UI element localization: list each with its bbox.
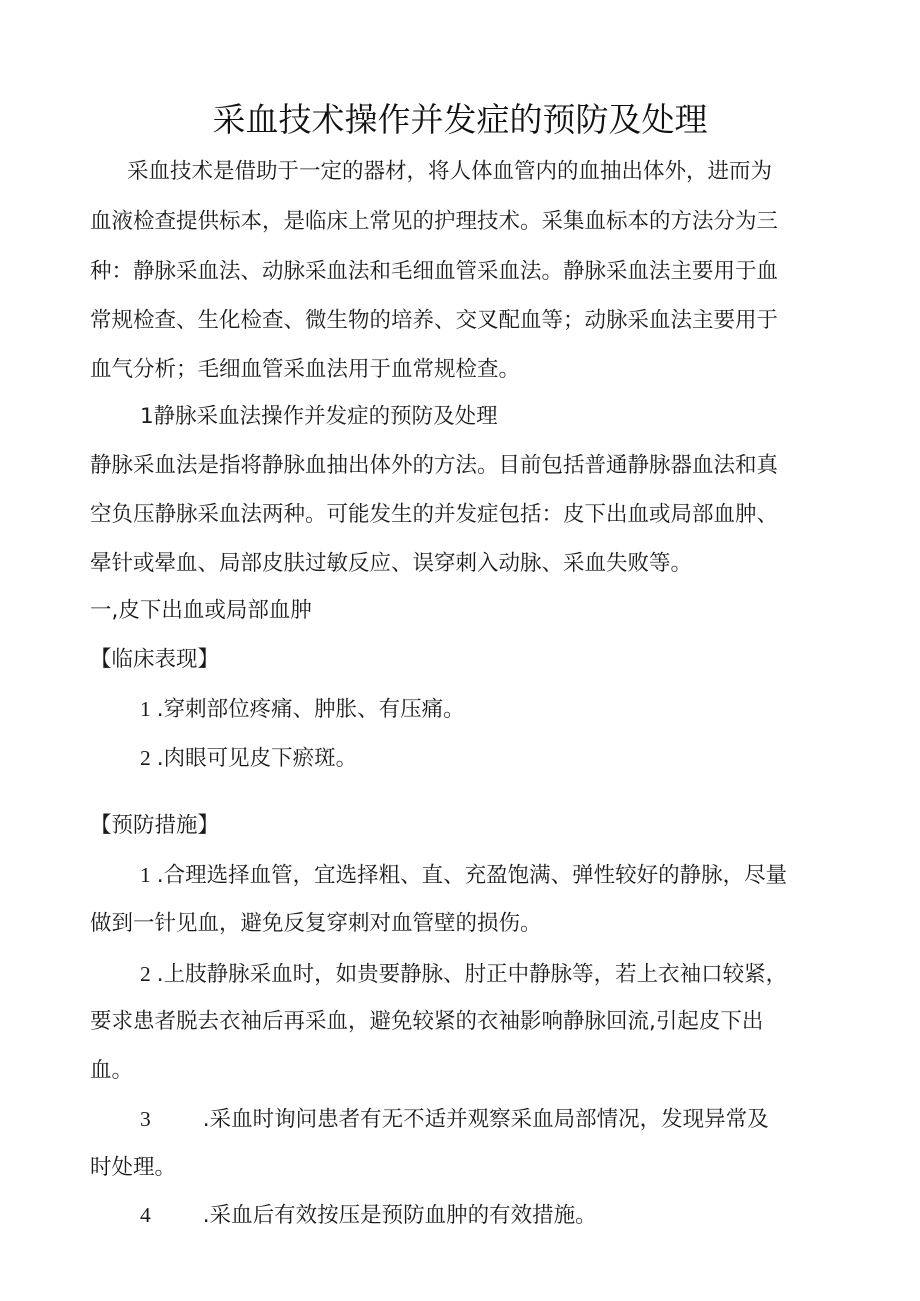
item-number: 4 xyxy=(140,1203,151,1227)
item-text: .合理选择血管，宜选择粗、直、充盈饱满、弹性较好的静脉，尽量 xyxy=(156,863,788,888)
item-text: .穿刺部位疼痛、肿胀、有压痛。 xyxy=(156,697,465,722)
document-title: 采血技术操作并发症的预防及处理 xyxy=(212,100,708,139)
sub-heading: 一,皮下出血或局部血肿 xyxy=(90,598,312,623)
intro-line: 采血技术是借助于一定的器材，将人体血管内的血抽出体外，进而为 xyxy=(127,159,773,184)
prevention-item-line xyxy=(140,1104,769,1135)
prevention-label: 【预防措施】 xyxy=(90,813,220,838)
intro-line: 种：静脉采血法、动脉采血法和毛细血管采血法。静脉采血法主要用于血 xyxy=(90,259,779,284)
item-number: 3 xyxy=(140,1107,151,1131)
prevention-item-line: 时处理。 xyxy=(90,1155,177,1180)
item-text: .采血后有效按压是预防血肿的有效措施。 xyxy=(202,1203,597,1228)
prevention-item-line xyxy=(140,959,787,990)
item-number: 1 xyxy=(140,863,151,887)
intro-line: 血液检查提供标本，是临床上常见的护理技术。采集血标本的方法分为三 xyxy=(90,209,779,234)
item-text: .上肢静脉采血时，如贵要静脉、肘正中静脉等，若上衣袖口较紧， xyxy=(156,962,788,987)
item-text: .肉眼可见皮下瘀斑。 xyxy=(156,746,358,771)
section-desc-line: 晕针或晕血、局部皮肤过敏反应、误穿刺入动脉、采血失败等。 xyxy=(90,551,693,576)
section-heading: 1静脉采血法操作并发症的预防及处理 xyxy=(140,404,498,429)
section-desc-line: 空负压静脉采血法两种。可能发生的并发症包括：皮下出血或局部血肿、 xyxy=(90,502,779,527)
clinical-item xyxy=(140,743,357,774)
prevention-item-line: 做到一针见血，避免反复穿刺对血管壁的损伤。 xyxy=(90,911,542,936)
prevention-item-line: 血。 xyxy=(90,1058,134,1083)
intro-line: 血气分析；毛细血管采血法用于血常规检查。 xyxy=(90,357,521,382)
prevention-item-line xyxy=(140,1200,597,1231)
item-text: .采血时询问患者有无不适并观察采血局部情况，发现异常及 xyxy=(202,1107,769,1132)
item-number: 2 xyxy=(140,746,151,770)
clinical-label: 【临床表现】 xyxy=(90,647,220,672)
item-number: 1 xyxy=(140,697,151,721)
prevention-item-line xyxy=(140,860,787,891)
clinical-item xyxy=(140,694,465,725)
section-desc-line: 静脉采血法是指将静脉血抽出体外的方法。目前包括普通静脉器血法和真 xyxy=(90,453,779,478)
item-number: 2 xyxy=(140,962,151,986)
prevention-item-line: 要求患者脱去衣袖后再采血，避免较紧的衣袖影响静脉回流,引起皮下出 xyxy=(90,1009,764,1034)
intro-line: 常规检查、生化检查、微生物的培养、交叉配血等；动脉采血法主要用于 xyxy=(90,308,779,333)
